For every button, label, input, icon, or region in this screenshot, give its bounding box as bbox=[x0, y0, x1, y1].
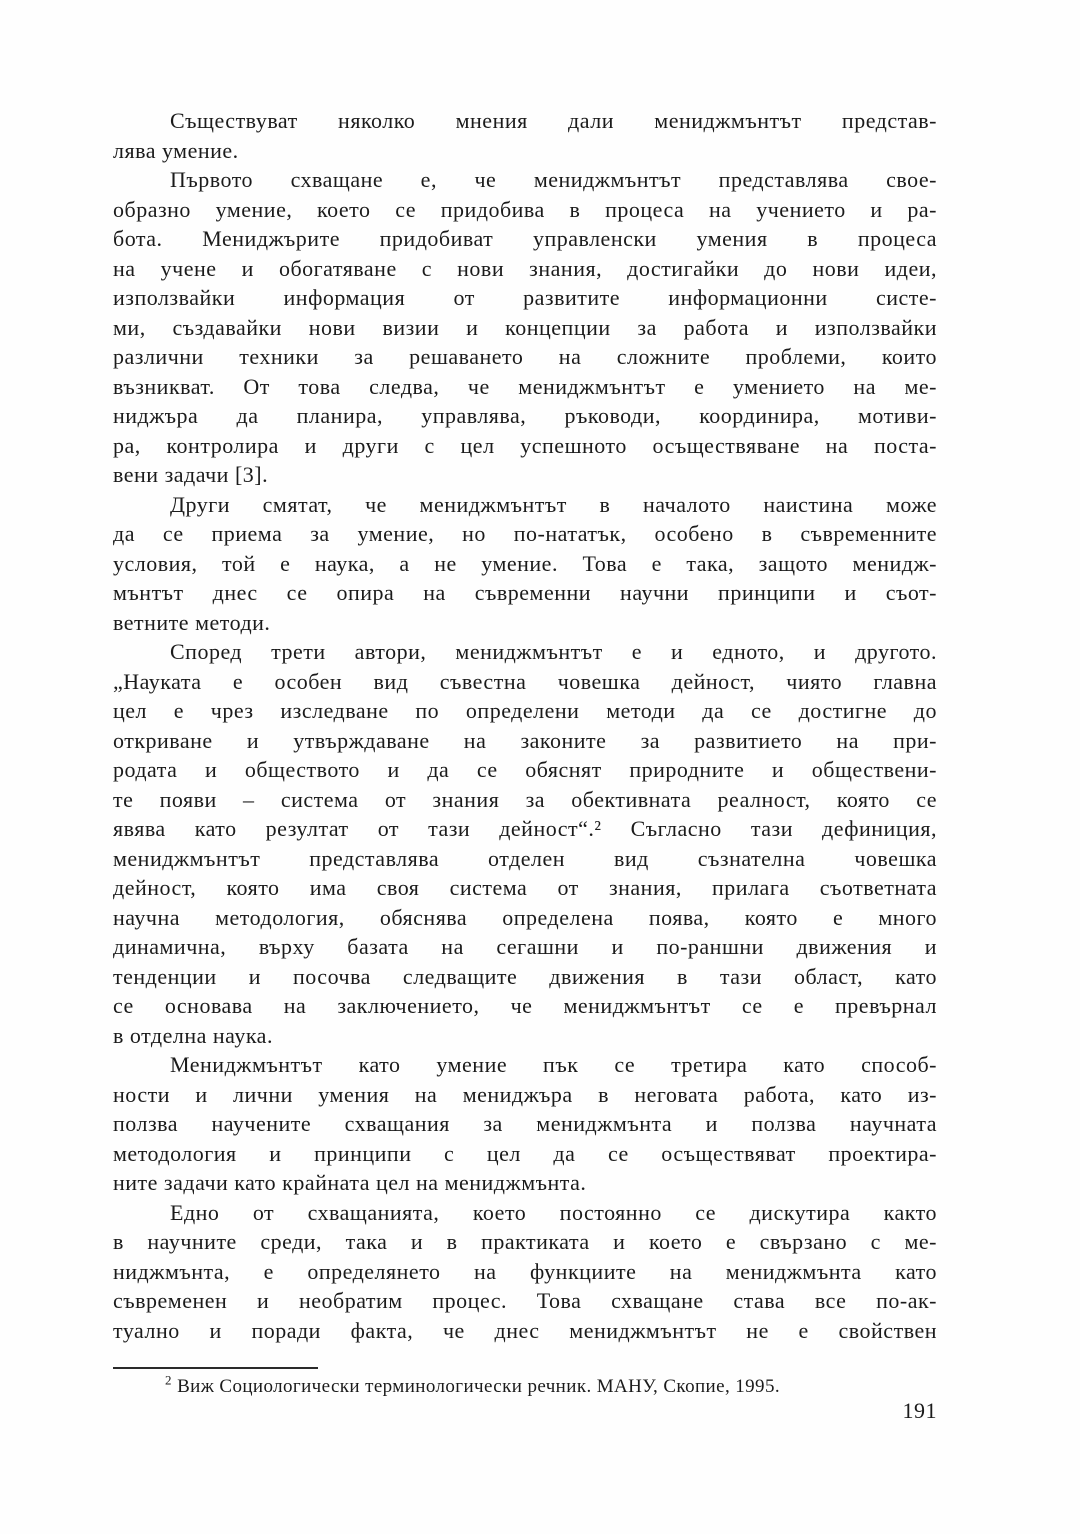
text-line: дейност, която има своя система от знания, прилага съответната bbox=[113, 875, 937, 900]
text-line: възникват. От това следва, че мениджмънтът е умението на ме- bbox=[113, 373, 937, 399]
text-line: ниджмънта, е определянето на функциите на мениджмънта като bbox=[113, 1258, 937, 1284]
text-line: родата и обществото и да се обяснят природните и обществени- bbox=[113, 757, 937, 782]
text-line: „Науката е особен вид съвестна човешка дейност, чиято главна bbox=[113, 668, 937, 694]
text-line: тенденции и посочва следващите движения в тази област, като bbox=[113, 963, 937, 989]
text-line: ветните методи. bbox=[113, 609, 271, 635]
footnote bbox=[113, 1374, 937, 1400]
text-line: методология и принципи с цел да се осъществяват проектира- bbox=[113, 1140, 937, 1166]
text-line: динамична, върху базата на сегашни и по-раншни движения и bbox=[113, 934, 937, 959]
text-line: Други смятат, че мениджмънтът в началото наистина може bbox=[170, 491, 937, 517]
text-line: бота. Мениджърите придобиват управленски умения в процеса bbox=[113, 226, 937, 251]
text-line: Първото схващане е, че мениджмънтът представлява свое- bbox=[170, 167, 937, 192]
text-line: се основава на заключението, че мениджмънтът се е превърнал bbox=[113, 993, 937, 1018]
footnote-divider bbox=[113, 1367, 318, 1369]
text-line: научна методология, обяснява определена поява, която е много bbox=[113, 904, 937, 930]
text-line: ните задачи като крайната цел на мениджмънта. bbox=[113, 1170, 587, 1195]
text-line: откриване и утвърждаване на законите за развитието на при- bbox=[113, 727, 937, 753]
text-line: мениджмънтът представлява отделен вид съзнателна човешка bbox=[113, 845, 937, 871]
text-line: цел е чрез изследване по определени методи да се достигне до bbox=[113, 698, 937, 723]
text-line: лява умение. bbox=[113, 137, 239, 163]
footnote-text: Виж Социологически терминологически речник. МАНУ, Скопие, 1995. bbox=[177, 1376, 780, 1397]
footnote-marker: 2 bbox=[165, 1372, 172, 1388]
text-line: различни техники за решаването на сложните проблеми, които bbox=[113, 344, 937, 369]
text-line: Едно от схващанията, което постоянно се дискутира както bbox=[170, 1199, 937, 1225]
text-line: ползва научените схващания за мениджмънта и ползва научната bbox=[113, 1111, 937, 1136]
text-line: образно умение, което се придобива в процеса на учението и ра- bbox=[113, 196, 937, 222]
body-text bbox=[113, 106, 937, 1345]
paragraph bbox=[113, 637, 937, 1050]
text-line: Мениджмънтът като умение пък се третира като способ- bbox=[170, 1052, 937, 1077]
page-number: 191 bbox=[902, 1398, 937, 1423]
text-line: мънтът днес се опира на съвременни научни принципи и съот- bbox=[113, 580, 937, 605]
text-line: те появи – система от знания за обективната реалност, която се bbox=[113, 786, 937, 812]
text-line: явява като резултат от тази дейност“.² Съгласно тази дефиниция, bbox=[113, 816, 937, 841]
text-line: Според трети автори, мениджмънтът е и едното, и другото. bbox=[170, 639, 937, 664]
text-line: съвременен и необратим процес. Това схващане става все по-ак- bbox=[113, 1288, 937, 1313]
text-line: условия, той е наука, а не умение. Това е така, защото менидж- bbox=[113, 550, 937, 576]
text-line: в отделна наука. bbox=[113, 1022, 273, 1048]
text-line: ми, създавайки нови визии и концепции за работа и използвайки bbox=[113, 314, 937, 340]
paragraph bbox=[113, 165, 937, 490]
text-line: в научните среди, така и в практиката и което е свързано с ме- bbox=[113, 1229, 937, 1254]
text-line: да се приема за умение, но по-нататък, особено в съвременните bbox=[113, 521, 937, 546]
text-line: ности и лични умения на мениджъра в неговата работа, като из- bbox=[113, 1081, 937, 1107]
text-line: на учене и обогатяване с нови знания, достигайки до нови идеи, bbox=[113, 255, 937, 281]
paragraph bbox=[113, 1198, 937, 1346]
paragraph bbox=[113, 1050, 937, 1198]
text-line: вени задачи [3]. bbox=[113, 462, 269, 487]
paragraph bbox=[113, 490, 937, 638]
paragraph bbox=[113, 106, 937, 165]
text-line: ра, контролира и други с цел успешното осъществяване на поста- bbox=[113, 432, 937, 458]
text-line: Съществуват няколко мнения дали мениджмънтът представ- bbox=[170, 108, 937, 133]
text-line: ниджъра да планира, управлява, ръководи, координира, мотиви- bbox=[113, 403, 937, 428]
text-line: туално и поради факта, че днес мениджмънтът не е свойствен bbox=[113, 1317, 937, 1343]
text-line: използвайки информация от развитите информационни систе- bbox=[113, 285, 937, 310]
